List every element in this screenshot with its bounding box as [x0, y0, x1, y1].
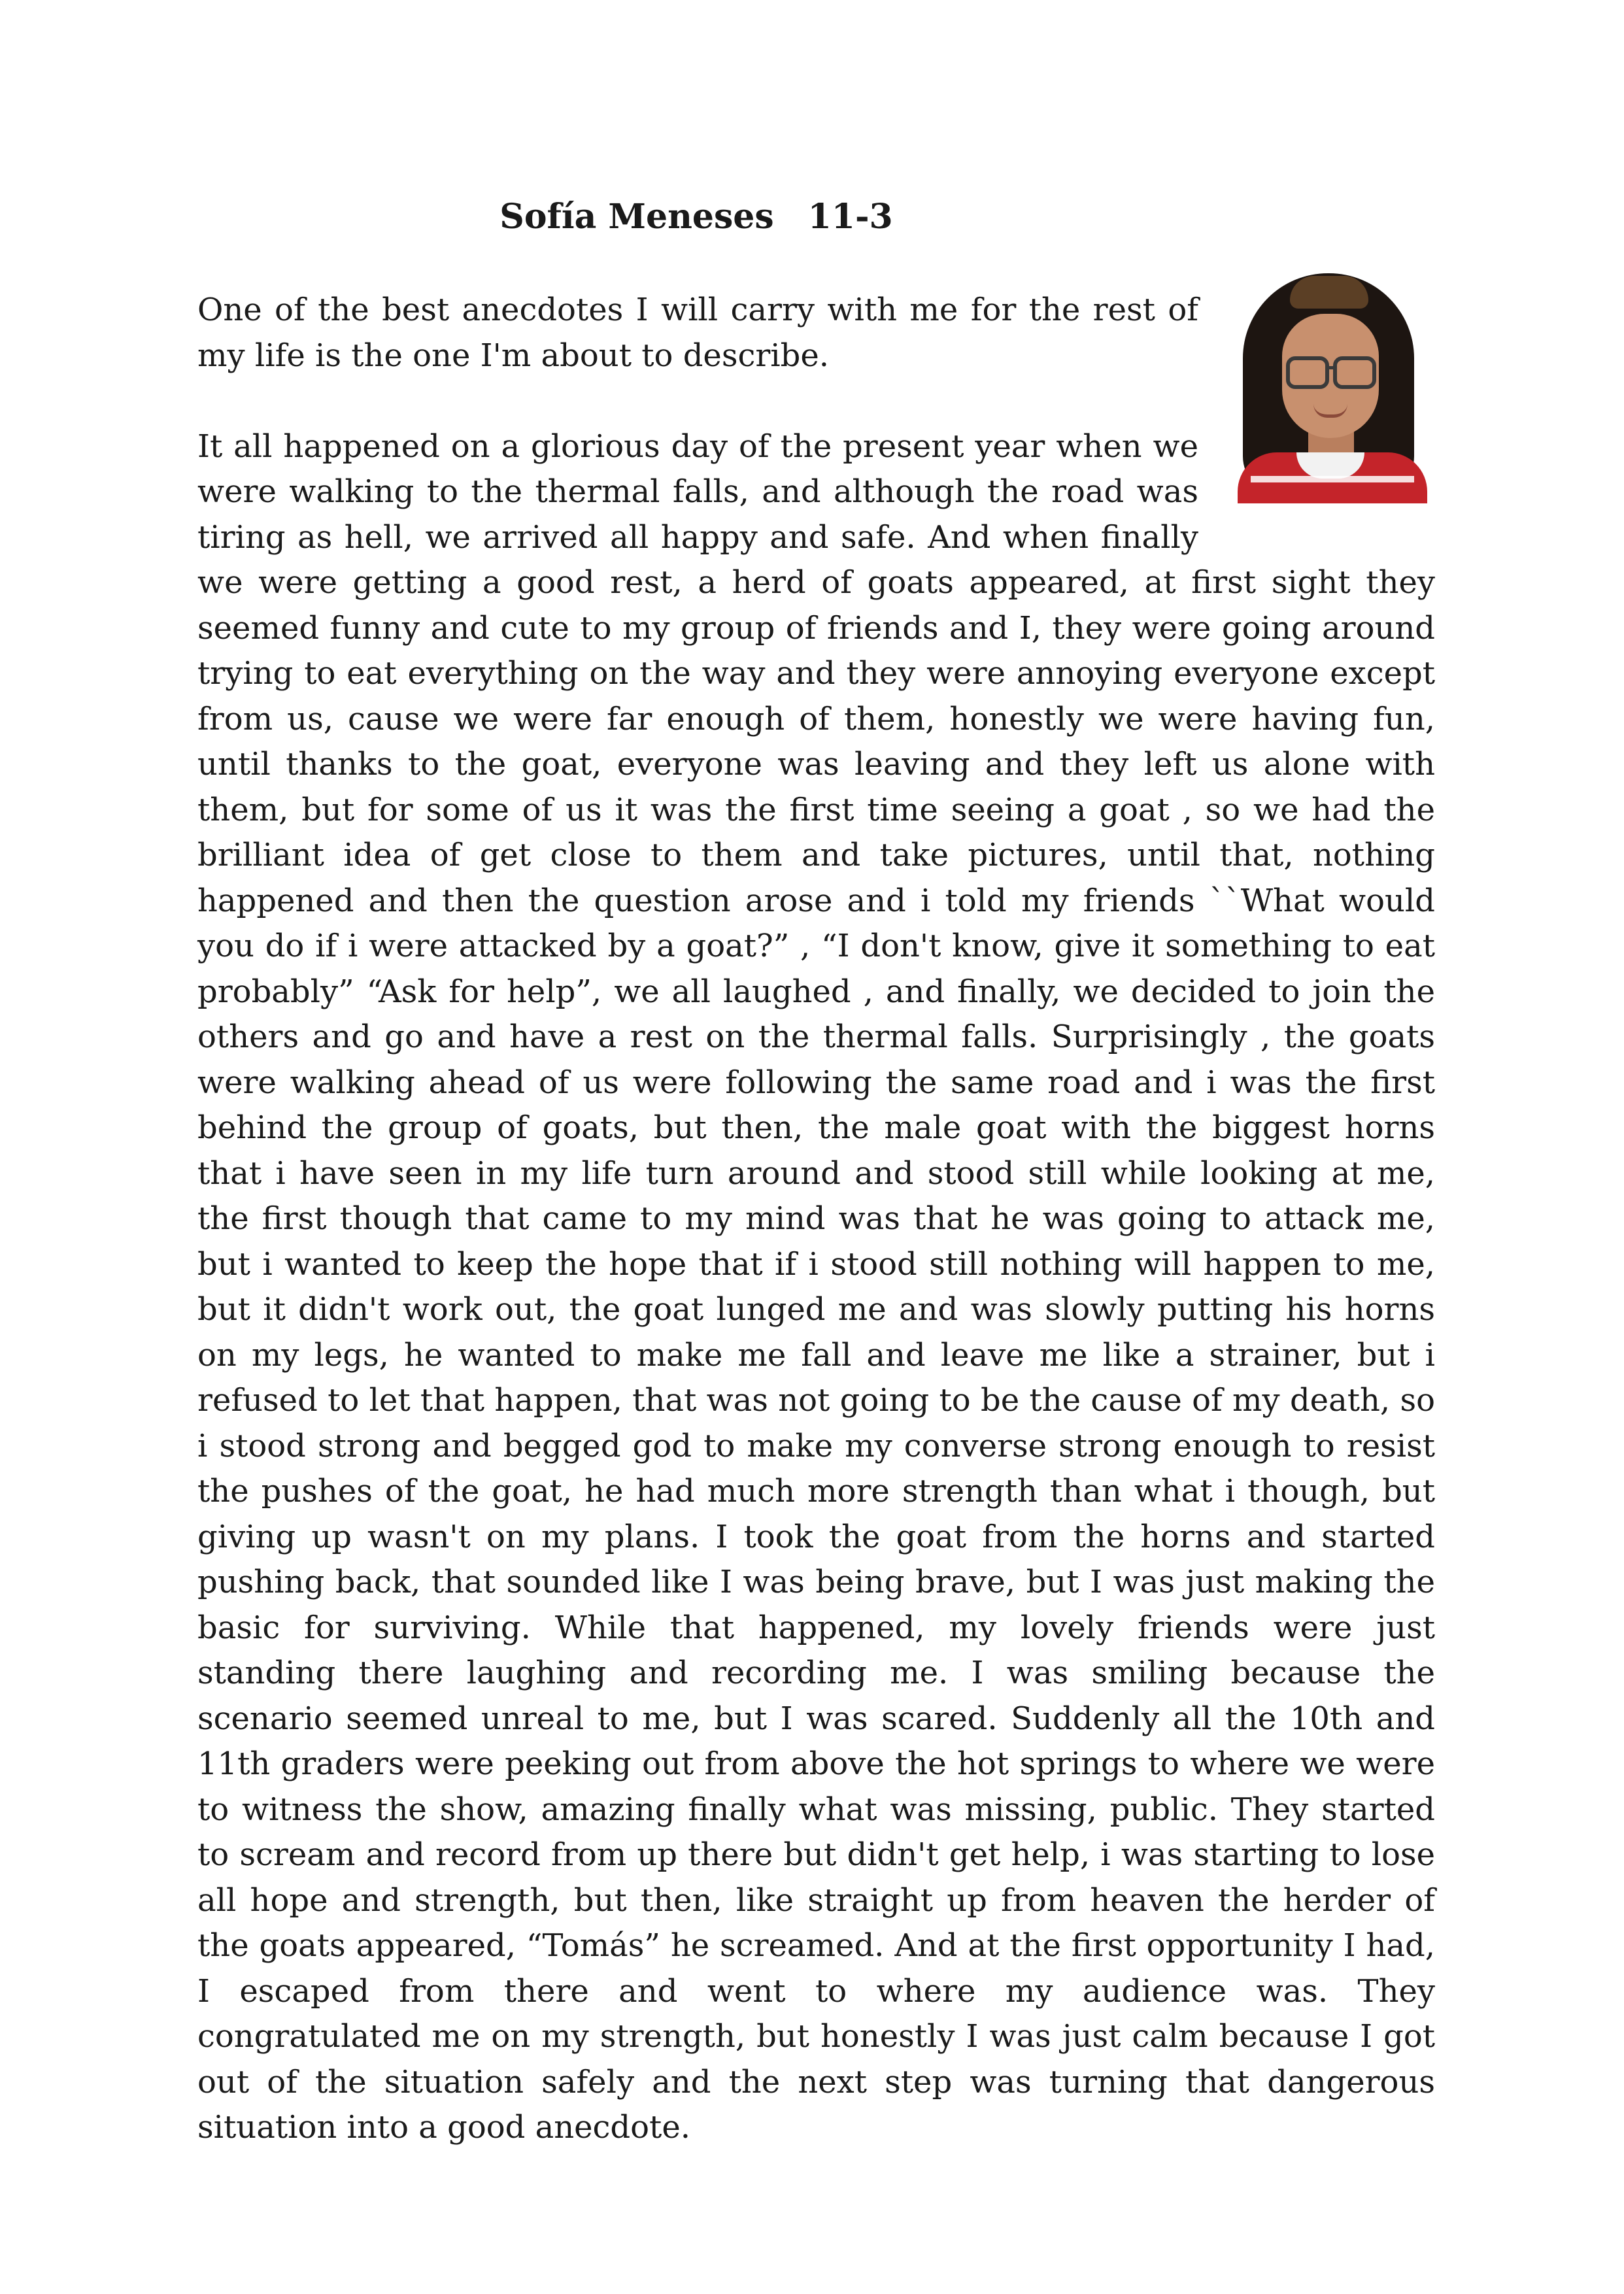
- glasses-left-lens: [1286, 356, 1329, 389]
- glasses-right-lens: [1333, 356, 1376, 389]
- paragraph-intro: One of the best anecdotes I will carry with me for the rest of my life is the one I'm about to describe.: [197, 292, 1198, 374]
- glasses-bridge: [1328, 366, 1336, 369]
- portrait-shirt-stripe: [1251, 476, 1414, 482]
- author-name: Sofía Meneses: [499, 197, 774, 237]
- paragraph-story: It all happened on a glorious day of the present year when we were walking to the thermal falls, and although the road was tiring as hell, we arrived all happy and safe. And when finally we were getting a good rest, a herd of goats appeared, at first sight they seemed funny and cute to my group of friends and I, they were going around trying to eat everything on the way and they were annoying everyone except from us, cause we were far enough of them, honestly we were having fun, until thanks to the goat, everyone was leaving and they left us alone with them, but for some of us it was the first time seeing a goat , so we had the brilliant idea of get close to them and take pictures, until that, nothing happened and then the question arose and i told my friends ``What would you do if i were attacked by a goat?” , “I don't know, give it something to eat probably” “Ask for help”, we all laughed , and finally, we decided to join the others and go and have a rest on the thermal falls. Surprisingly , the goats were walking ahead of us were following the same road and i was the first behind the group of goats, but then, the male goat with the biggest horns that i have seen in my life turn around and stood still while looking at me, the first though that came to my mind was that he was going to attack me, but i wanted to keep the hope that if i stood still nothing will happen to me, but it didn't work out, the goat lunged me and was slowly putting his horns on my legs, he wanted to make me fall and leave me like a strainer, but i refused to let that happen, that was not going to be the cause of my death, so i stood strong and begged god to make my converse strong enough to resist the pushes of the goat, he had much more strength than what i though, but giving up wasn't on my plans. I took the goat from the horns and started pushing back, that sounded like I was being brave, but I was just making the basic for surviving. While that happened, my lovely friends were just standing there laughing and recording me. I was smiling because the scenario seemed unreal to me, but I was scared. Suddenly all the 10th and 11th graders were peeking out from above the hot springs to where we were to witness the show, amazing finally what was missing, public. They started to scream and record from up there but didn't get help, i was starting to lose all hope and strength, but then, like straight up from heaven the herder of the goats appeared, “Tomás” he screamed. And at the first opportunity I had, I escaped from there and went to where my audience was. They congratulated me on my strength, but honestly I was just calm because I got out of the situation safely and the next step was turning that dangerous situation into a good anecdote.: [197, 428, 1435, 2146]
- class-label: 11-3: [807, 197, 893, 237]
- essay-body: [197, 288, 1435, 2151]
- portrait-photo: [1225, 268, 1435, 503]
- portrait-hair-highlight: [1290, 276, 1368, 309]
- document-title: [0, 194, 1393, 241]
